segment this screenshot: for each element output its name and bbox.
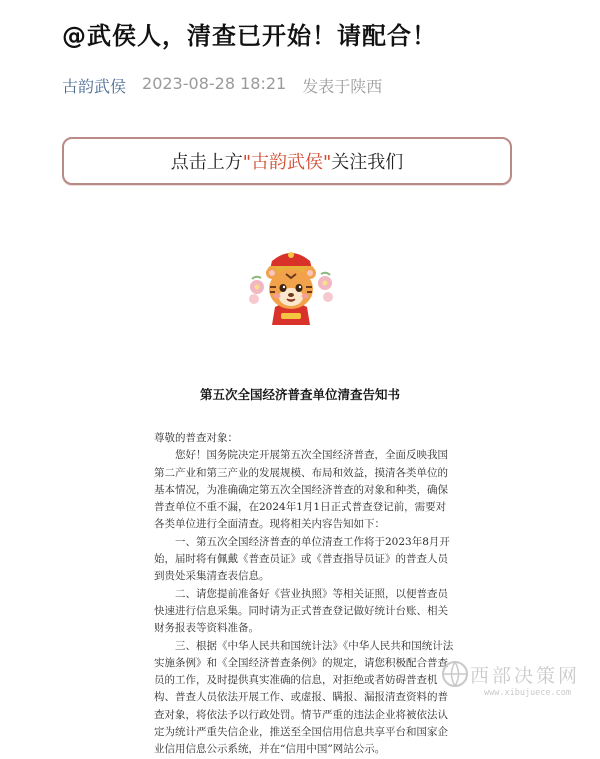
article-meta (62, 74, 382, 97)
follow-prefix: 点击上方 (170, 152, 243, 173)
follow-banner[interactable] (62, 137, 512, 185)
site-watermark (440, 655, 600, 713)
notice-body (154, 430, 454, 759)
account-name-link[interactable]: 古韵武侯 (62, 77, 127, 96)
follow-account-name: "古韵武侯" (242, 152, 332, 173)
notice-paragraph: 二、请您提前准备好《营业执照》等相关证照，以便普查员快速进行信息采集。同时请为正式普查登记做好统计台账、相关财务报表等资料准备。 (154, 587, 448, 635)
follow-suffix: 关注我们 (331, 152, 404, 173)
article-title: @武侯人，清查已开始！请配合！ (62, 22, 437, 50)
tiger-mascot-icon (248, 243, 334, 329)
globe-logo-icon (440, 659, 470, 689)
notice-greeting: 尊敬的普查对象： (154, 432, 238, 444)
publish-location: 发表于陕西 (302, 77, 383, 96)
publish-timestamp: 2023-08-28 18:21 (142, 74, 287, 93)
watermark-url: www.xibujuece.com (484, 688, 571, 698)
notice-title: 第五次全国经济普查单位清查告知书 (199, 387, 400, 402)
notice-paragraph: 三、根据《中华人民共和国统计法》《中华人民共和国统计法实施条例》和《全国经济普查条例》的规定，请您积极配合普查员的工作，及时提供真实准确的信息，对拒绝或者妨碍普查机构、普查人员依法开展工作、或虚报、瞒报、漏报清查资料的普查对象，将依法予以行政处罚。情节严重的违法企业将被依法认定为统计严重失信企业，推送至全国信用信息共享平台和国家企业信用信息公示系统，并在“信用中国”网站公示。 (154, 639, 454, 756)
notice-paragraph: 您好！国务院决定开展第五次全国经济普查，全面反映我国第二产业和第三产业的发展规模、布局和效益，摸清各类单位的基本情况，为准确确定第五次全国经济普查的对象和种类，确保普查单位不重不漏，在2024年1月1日正式普查登记前，需要对各类单位进行全面清查。现将相关内容告知如下： (154, 449, 448, 531)
notice-paragraph: 一、第五次全国经济普查的单位清查工作将于2023年8月开始，届时将有佩戴《普查员证》或《普查指导员证》的普查人员到贵处采集清查表信息。 (154, 535, 450, 583)
watermark-text: 西部决策网 (470, 665, 581, 687)
